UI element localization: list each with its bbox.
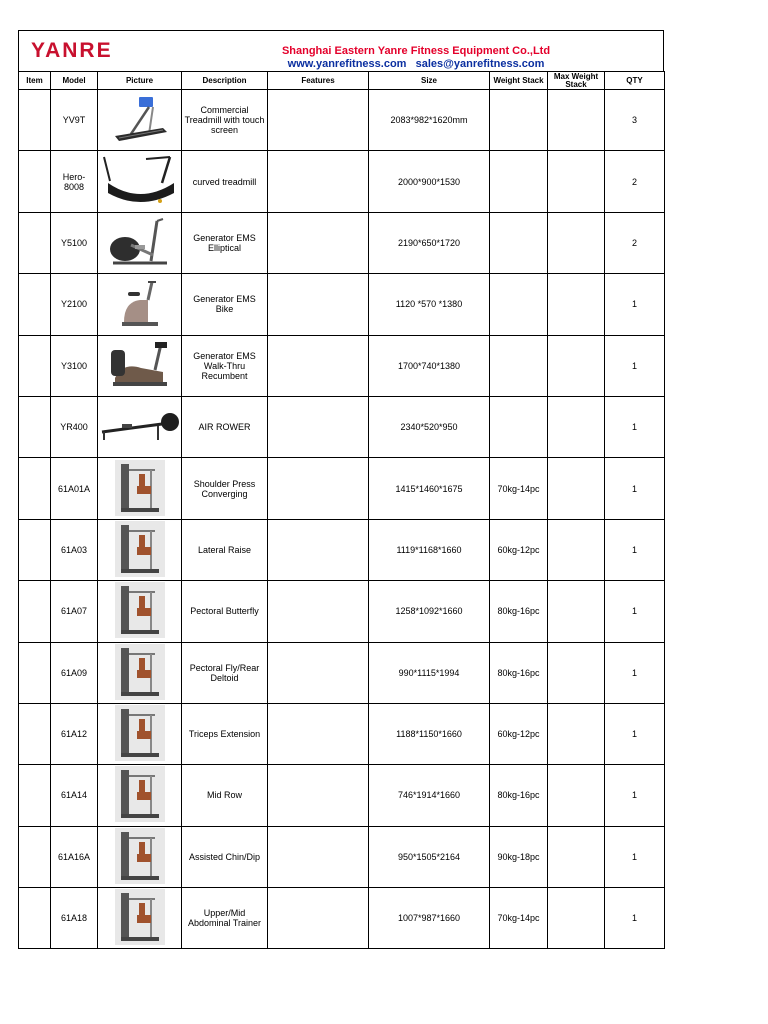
cell-size: 1120 *570 *1380 (369, 274, 490, 335)
table-row (19, 212, 665, 273)
elliptical-image (98, 215, 181, 271)
cell-features (268, 581, 369, 642)
cell-model: 61A07 (51, 581, 98, 642)
cell-max-weight-stack (548, 581, 605, 642)
cell-picture (98, 458, 182, 519)
cell-picture (98, 826, 182, 887)
cell-max-weight-stack (548, 519, 605, 580)
cell-model: YR400 (51, 396, 98, 457)
cell-size: 1188*1150*1660 (369, 703, 490, 764)
strength-machine-image (98, 889, 181, 947)
cell-weight-stack: 60kg-12pc (490, 519, 548, 580)
cell-qty: 2 (605, 151, 665, 212)
cell-features (268, 396, 369, 457)
cell-picture (98, 642, 182, 703)
table-row (19, 642, 665, 703)
cell-model: Hero-8008 (51, 151, 98, 212)
cell-size: 1700*740*1380 (369, 335, 490, 396)
cell-picture (98, 519, 182, 580)
cell-size: 1415*1460*1675 (369, 458, 490, 519)
cell-size: 1258*1092*1660 (369, 581, 490, 642)
cell-max-weight-stack (548, 274, 605, 335)
cell-description: Generator EMS Elliptical (182, 212, 268, 273)
cell-picture (98, 151, 182, 212)
col-header-max-weight-stack: Max Weight Stack (548, 72, 605, 90)
cell-picture (98, 396, 182, 457)
cell-qty: 1 (605, 274, 665, 335)
table-row (19, 519, 665, 580)
cell-weight-stack: 80kg-16pc (490, 581, 548, 642)
cell-size: 2340*520*950 (369, 396, 490, 457)
cell-model: Y5100 (51, 212, 98, 273)
cell-item (19, 151, 51, 212)
table-row (19, 274, 665, 335)
cell-weight-stack: 70kg-14pc (490, 458, 548, 519)
cell-size: 1007*987*1660 (369, 888, 490, 949)
cell-qty: 1 (605, 765, 665, 826)
col-header-item: Item (19, 72, 51, 90)
cell-max-weight-stack (548, 888, 605, 949)
cell-weight-stack: 80kg-16pc (490, 642, 548, 703)
cell-item (19, 581, 51, 642)
cell-item (19, 519, 51, 580)
cell-item (19, 212, 51, 273)
website-text: www.yanrefitness.com (287, 58, 407, 70)
cell-item (19, 335, 51, 396)
cell-picture (98, 212, 182, 273)
col-header-features: Features (268, 72, 369, 90)
cell-size: 2083*982*1620mm (369, 90, 490, 151)
strength-machine-image (98, 644, 181, 702)
cell-picture (98, 581, 182, 642)
quotation-sheet (18, 30, 664, 949)
cell-picture (98, 335, 182, 396)
table-row (19, 581, 665, 642)
cell-description: Commercial Treadmill with touch screen (182, 90, 268, 151)
col-header-qty: QTY (605, 72, 665, 90)
cell-description: Mid Row (182, 765, 268, 826)
table-row (19, 151, 665, 212)
cell-weight-stack (490, 335, 548, 396)
col-header-model: Model (51, 72, 98, 90)
curved-treadmill-image (98, 153, 181, 211)
strength-machine-image (98, 766, 181, 824)
cell-item (19, 642, 51, 703)
company-logo: YANRE (31, 39, 113, 62)
cell-qty: 1 (605, 581, 665, 642)
upright-bike-image (98, 276, 181, 332)
cell-size: 950*1505*2164 (369, 826, 490, 887)
cell-features (268, 274, 369, 335)
strength-machine-image (98, 828, 181, 886)
table-row (19, 765, 665, 826)
cell-qty: 1 (605, 703, 665, 764)
cell-picture (98, 274, 182, 335)
cell-weight-stack: 80kg-16pc (490, 765, 548, 826)
cell-max-weight-stack (548, 826, 605, 887)
cell-max-weight-stack (548, 703, 605, 764)
cell-size: 746*1914*1660 (369, 765, 490, 826)
table-row (19, 703, 665, 764)
cell-features (268, 212, 369, 273)
cell-model: 61A18 (51, 888, 98, 949)
cell-qty: 1 (605, 335, 665, 396)
cell-max-weight-stack (548, 396, 605, 457)
cell-features (268, 519, 369, 580)
cell-weight-stack (490, 90, 548, 151)
cell-features (268, 458, 369, 519)
cell-description: curved treadmill (182, 151, 268, 212)
rower-image (98, 406, 181, 448)
cell-weight-stack (490, 151, 548, 212)
strength-machine-image (98, 460, 181, 518)
cell-picture (98, 888, 182, 949)
cell-size: 990*1115*1994 (369, 642, 490, 703)
cell-qty: 1 (605, 396, 665, 457)
col-header-picture: Picture (98, 72, 182, 90)
email-text: sales@yanrefitness.com (415, 58, 545, 70)
cell-picture (98, 765, 182, 826)
cell-qty: 1 (605, 519, 665, 580)
contact-line (179, 58, 653, 71)
cell-description: Pectoral Butterfly (182, 581, 268, 642)
cell-description: Triceps Extension (182, 703, 268, 764)
cell-item (19, 90, 51, 151)
cell-max-weight-stack (548, 642, 605, 703)
cell-model: 61A14 (51, 765, 98, 826)
cell-max-weight-stack (548, 151, 605, 212)
cell-size: 2190*650*1720 (369, 212, 490, 273)
cell-qty: 1 (605, 826, 665, 887)
cell-features (268, 765, 369, 826)
cell-item (19, 888, 51, 949)
cell-weight-stack (490, 212, 548, 273)
cell-max-weight-stack (548, 335, 605, 396)
cell-features (268, 826, 369, 887)
col-header-weight-stack: Weight Stack (490, 72, 548, 90)
table-row (19, 90, 665, 151)
cell-qty: 1 (605, 888, 665, 949)
cell-qty: 2 (605, 212, 665, 273)
cell-model: 61A16A (51, 826, 98, 887)
cell-description: AIR ROWER (182, 396, 268, 457)
cell-qty: 1 (605, 642, 665, 703)
strength-machine-image (98, 582, 181, 640)
col-header-description: Description (182, 72, 268, 90)
cell-description: Generator EMS Bike (182, 274, 268, 335)
cell-weight-stack: 90kg-18pc (490, 826, 548, 887)
cell-model: 61A03 (51, 519, 98, 580)
table-row (19, 335, 665, 396)
table-row (19, 826, 665, 887)
cell-description: Shoulder Press Converging (182, 458, 268, 519)
strength-machine-image (98, 521, 181, 579)
cell-model: 61A01A (51, 458, 98, 519)
treadmill-image (98, 94, 181, 146)
sheet-header (18, 30, 664, 71)
cell-features (268, 703, 369, 764)
recumbent-bike-image (98, 338, 181, 394)
cell-weight-stack (490, 274, 548, 335)
cell-picture (98, 703, 182, 764)
cell-model: 61A12 (51, 703, 98, 764)
cell-item (19, 396, 51, 457)
table-header-row (19, 72, 665, 90)
cell-weight-stack (490, 396, 548, 457)
cell-model: Y3100 (51, 335, 98, 396)
cell-max-weight-stack (548, 212, 605, 273)
cell-weight-stack: 70kg-14pc (490, 888, 548, 949)
cell-description: Assisted Chin/Dip (182, 826, 268, 887)
cell-size: 1119*1168*1660 (369, 519, 490, 580)
table-row (19, 888, 665, 949)
cell-item (19, 458, 51, 519)
cell-item (19, 765, 51, 826)
cell-model: YV9T (51, 90, 98, 151)
cell-description: Generator EMS Walk-Thru Recumbent (182, 335, 268, 396)
col-header-size: Size (369, 72, 490, 90)
cell-item (19, 703, 51, 764)
table-row (19, 396, 665, 457)
strength-machine-image (98, 705, 181, 763)
cell-item (19, 826, 51, 887)
cell-weight-stack: 60kg-12pc (490, 703, 548, 764)
cell-features (268, 888, 369, 949)
cell-model: Y2100 (51, 274, 98, 335)
cell-description: Pectoral Fly/Rear Deltoid (182, 642, 268, 703)
cell-model: 61A09 (51, 642, 98, 703)
cell-features (268, 151, 369, 212)
table-row (19, 458, 665, 519)
cell-features (268, 642, 369, 703)
cell-max-weight-stack (548, 765, 605, 826)
cell-features (268, 90, 369, 151)
cell-description: Lateral Raise (182, 519, 268, 580)
cell-size: 2000*900*1530 (369, 151, 490, 212)
company-name: Shanghai Eastern Yanre Fitness Equipment Co.,Ltd (281, 45, 551, 57)
cell-features (268, 335, 369, 396)
equipment-table (18, 71, 665, 949)
cell-qty: 1 (605, 458, 665, 519)
cell-description: Upper/Mid Abdominal Trainer (182, 888, 268, 949)
cell-item (19, 274, 51, 335)
cell-picture (98, 90, 182, 151)
cell-qty: 3 (605, 90, 665, 151)
cell-max-weight-stack (548, 458, 605, 519)
cell-max-weight-stack (548, 90, 605, 151)
